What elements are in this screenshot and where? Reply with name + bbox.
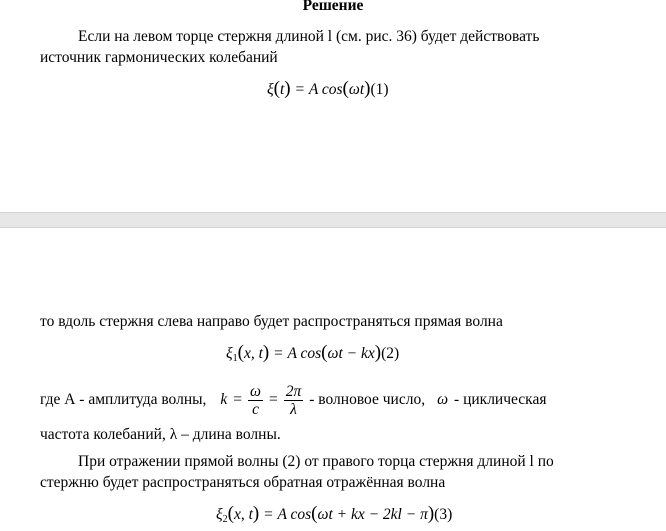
eq1-rhs: = A cos: [294, 81, 343, 98]
p3-omega: ω: [437, 391, 449, 408]
p3-post-a: - волновое число,: [309, 391, 426, 408]
frac2-numerator: 2π: [285, 382, 302, 400]
eq2-arg: x, t: [243, 345, 263, 362]
p3-post-b: - циклическая: [454, 391, 547, 408]
equation-1: ξ(t) = A cos(ωt)(1): [267, 78, 389, 99]
fraction-2pi-over-lambda: [284, 383, 304, 418]
eq2-lhs: ξ: [226, 345, 233, 362]
eq3-number: (3): [434, 506, 453, 523]
page-break: [0, 212, 666, 228]
paragraph-1-line-2: источник гармонических колебаний: [40, 49, 278, 66]
eq1-arg: t: [279, 81, 285, 98]
eq1-number: (1): [370, 81, 389, 98]
p3-eq-b: =: [269, 391, 278, 408]
eq2-rhs: = A cos: [273, 345, 322, 362]
paragraph-3-line-1: [40, 380, 546, 420]
eq2-number: (2): [381, 345, 400, 362]
fraction-omega-over-c: [248, 383, 263, 418]
eq3-sub: 2: [222, 514, 228, 525]
eq3-arg: x, t: [233, 506, 253, 523]
page-1: [0, 0, 666, 212]
frac1-denominator: c: [252, 400, 259, 418]
eq2-sub: 1: [232, 353, 238, 364]
frac2-denominator: λ: [290, 400, 297, 418]
eq2-inner: ωt − kx: [327, 345, 375, 362]
paragraph-2: то вдоль стержня слева направо будет распространяться прямая волна: [40, 313, 503, 330]
p3-pre: где А - амплитуда волны,: [40, 391, 207, 408]
page-2: [0, 228, 666, 531]
paragraph-1-line-1: Если на левом торце стержня длиной l (см. рис. 36) будет действовать: [78, 28, 540, 45]
eq1-inner: ωt: [348, 81, 365, 98]
equation-2: $\xi_1(x$, t) = A cos(ωt − kx)(2): [226, 342, 400, 364]
eq3-rhs: = A cos: [263, 506, 312, 523]
equation-3: $\xi_2(x$, t) = A cos(ωt + kx − 2kl − π)(3): [216, 503, 453, 525]
paragraph-4-line-1: При отражении прямой волны (2) от правого торца стержня длиной l по: [78, 453, 554, 470]
p3-eq-a: =: [233, 391, 243, 408]
eq3-lhs: ξ: [216, 506, 223, 523]
eq1-lhs: ξ: [267, 81, 274, 98]
frac1-numerator: ω: [250, 382, 261, 400]
eq3-inner: ωt + kx − 2kl − π: [317, 506, 428, 523]
paragraph-4-line-2: стержню будет распространяться обратная отражённая волна: [40, 474, 446, 491]
p3-k: k: [220, 391, 228, 408]
solution-heading: Решение: [302, 0, 364, 14]
paragraph-3-line-2: частота колебаний, λ – длина волны.: [40, 426, 281, 443]
